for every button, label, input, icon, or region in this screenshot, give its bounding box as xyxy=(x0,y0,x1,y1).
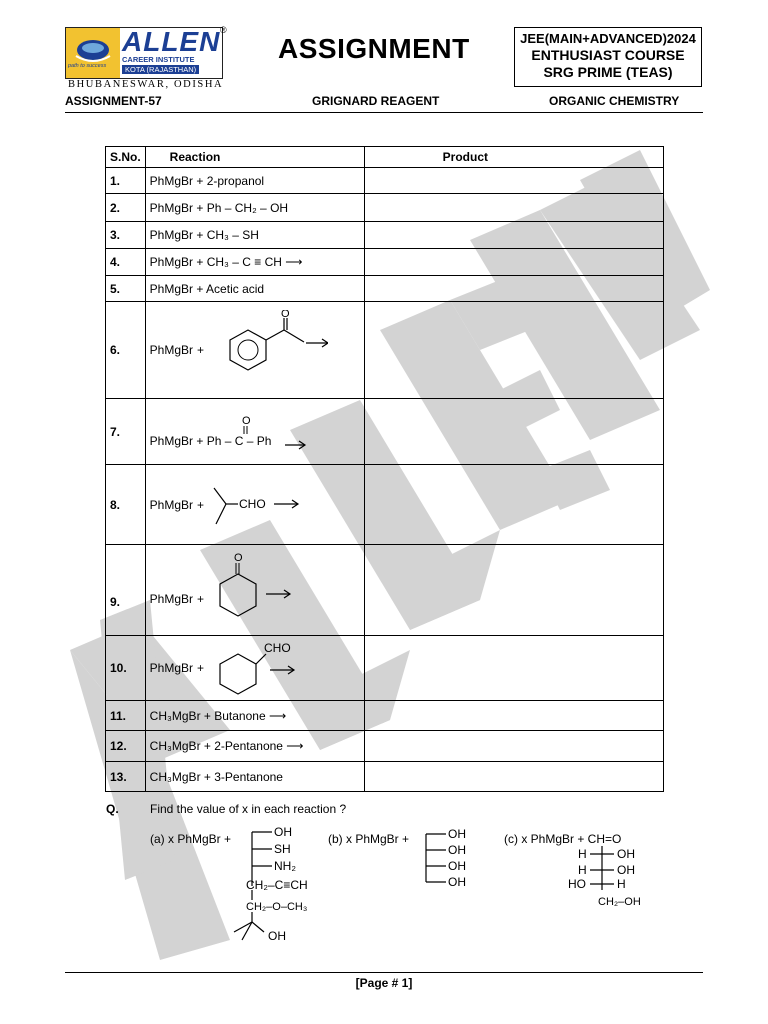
reactant: + CH₃ – SH xyxy=(196,228,259,242)
registered-mark: ® xyxy=(220,25,227,35)
oxygen-label: O xyxy=(241,414,251,427)
center-city: BHUBANESWAR, ODISHA xyxy=(68,79,224,90)
product-cell[interactable] xyxy=(364,222,663,249)
subject-name: ORGANIC CHEMISTRY xyxy=(549,94,680,108)
group-label: OH xyxy=(617,863,635,877)
brand-location: KOTA (RAJASTHAN) xyxy=(122,65,199,74)
group-label: OH xyxy=(448,827,466,841)
table-row xyxy=(106,276,664,302)
product-cell[interactable] xyxy=(364,731,663,762)
reaction-cell xyxy=(145,222,364,249)
row-number: 11. xyxy=(106,701,146,731)
table-row xyxy=(106,701,664,731)
group-label: OH xyxy=(268,929,286,943)
group-label: H xyxy=(617,877,626,891)
reagent: PhMgBr xyxy=(149,592,194,606)
reagent: PhMgBr xyxy=(149,255,194,269)
course-line: SRG PRIME (TEAS) xyxy=(543,64,673,80)
aldehyde-label: CHO xyxy=(239,496,266,511)
reaction-cell xyxy=(145,168,364,194)
reagent: PhMgBr xyxy=(149,200,194,215)
row-number: 7. xyxy=(106,399,146,465)
group-label: SH xyxy=(274,842,291,856)
oxygen-label: O xyxy=(234,552,243,564)
product-cell[interactable] xyxy=(364,701,663,731)
brand-name: ALLEN xyxy=(122,26,221,57)
group-label: H xyxy=(578,847,587,861)
group-label: HO xyxy=(568,877,586,891)
table-row xyxy=(106,222,664,249)
aldehyde-label: CHO xyxy=(264,641,291,655)
reactant: + Ph – CH₂ – OH xyxy=(196,200,289,215)
group-label: OH xyxy=(274,825,292,839)
reagent: PhMgBr xyxy=(149,497,194,512)
product-cell[interactable] xyxy=(364,399,663,465)
reactant: + xyxy=(197,661,205,675)
reactant: + Butanone ⟶ xyxy=(203,708,287,723)
row-number: 3. xyxy=(106,222,146,249)
reaction-cell xyxy=(145,276,364,302)
table-row xyxy=(106,302,664,399)
reactant: + 2-propanol xyxy=(196,173,265,188)
reactant: + xyxy=(197,343,205,357)
reaction-cell xyxy=(145,762,364,792)
reaction-cell xyxy=(145,701,364,731)
row-number: 6. xyxy=(106,302,146,399)
table-row xyxy=(106,194,664,222)
reaction-cell xyxy=(145,465,364,545)
brand-tagline: path to success xyxy=(68,63,107,69)
topic-title: GRIGNARD REAGENT xyxy=(312,94,440,108)
row-number: 13. xyxy=(106,762,146,792)
table-row xyxy=(106,636,664,701)
part-a-label: (a) x PhMgBr + xyxy=(150,832,232,846)
product-cell[interactable] xyxy=(364,276,663,302)
brand-subtitle: CAREER INSTITUTE xyxy=(122,55,195,64)
acetophenone-structure xyxy=(208,310,328,390)
reactant: + 2-Pentanone ⟶ xyxy=(203,739,304,753)
table-row xyxy=(106,399,664,465)
reagent: PhMgBr xyxy=(149,433,194,448)
footer-divider xyxy=(65,972,703,973)
reagent: CH₃MgBr xyxy=(149,708,201,723)
table-row xyxy=(106,545,664,636)
row-number: 9. xyxy=(106,545,146,636)
header-divider xyxy=(65,112,703,113)
table-row xyxy=(106,762,664,792)
reaction-cell xyxy=(145,636,364,701)
row-number: 10. xyxy=(106,636,146,701)
row-number: 5. xyxy=(106,276,146,302)
table-header-row xyxy=(106,147,664,168)
product-cell[interactable] xyxy=(364,194,663,222)
reagent: PhMgBr xyxy=(149,661,194,675)
reagent: CH₃MgBr xyxy=(149,739,201,753)
reactant: + xyxy=(197,592,205,606)
cyclohexanone-structure xyxy=(208,550,318,630)
product-cell[interactable] xyxy=(364,465,663,545)
product-cell[interactable] xyxy=(364,636,663,701)
group-label: OH xyxy=(448,859,466,873)
row-number: 12. xyxy=(106,731,146,762)
course-box xyxy=(514,27,702,87)
group-label: CH₂–OH xyxy=(598,896,641,908)
reactant: + Ph – C – Ph xyxy=(196,433,272,448)
product-cell[interactable] xyxy=(364,249,663,276)
reagent: PhMgBr xyxy=(149,173,194,188)
part-c-structure xyxy=(560,842,660,912)
reaction-table xyxy=(105,146,664,792)
reaction-cell xyxy=(145,302,364,399)
group-label: OH xyxy=(448,843,466,857)
reactant: + 3-Pentanone xyxy=(203,769,283,784)
isobutyraldehyde-structure xyxy=(208,480,338,530)
group-label: H xyxy=(578,863,587,877)
part-b-label: (b) x PhMgBr + xyxy=(328,832,410,846)
reagent: PhMgBr xyxy=(149,343,194,357)
table-row xyxy=(106,168,664,194)
row-number: 8. xyxy=(106,465,146,545)
reactant: + xyxy=(197,497,205,512)
table-row xyxy=(106,249,664,276)
group-label: NH₂ xyxy=(274,859,296,873)
row-number: 1. xyxy=(106,168,146,194)
reaction-cell xyxy=(145,731,364,762)
group-label: OH xyxy=(617,847,635,861)
question-text: Find the value of x in each reaction ? xyxy=(150,802,347,816)
course-line: JEE(MAIN+ADVANCED)2024 xyxy=(520,31,696,46)
page-title: ASSIGNMENT xyxy=(278,33,470,64)
reaction-cell xyxy=(145,399,364,465)
row-number: 2. xyxy=(106,194,146,222)
reactant: + Acetic acid xyxy=(196,281,265,296)
table-row xyxy=(106,465,664,545)
reagent: PhMgBr xyxy=(149,228,194,242)
page-number: [Page # 1] xyxy=(355,976,413,990)
oxygen-label: O xyxy=(281,310,290,320)
col-header-reaction: Reaction xyxy=(145,147,364,168)
reaction-cell xyxy=(145,545,364,636)
part-c-label: (c) x PhMgBr + CH=O xyxy=(504,832,622,846)
group-label: OH xyxy=(448,875,466,889)
cyclohexanecarbaldehyde-structure xyxy=(208,638,328,698)
part-a-structure xyxy=(228,822,338,946)
product-cell[interactable] xyxy=(364,168,663,194)
product-cell[interactable] xyxy=(364,545,663,636)
product-cell[interactable] xyxy=(364,302,663,399)
part-b-structure xyxy=(420,824,480,894)
reagent: CH₃MgBr xyxy=(149,769,201,784)
group-label: CH₂–O–CH₃ xyxy=(246,901,308,913)
product-cell[interactable] xyxy=(364,762,663,792)
reactant: + CH₃ – C ≡ CH ⟶ xyxy=(196,255,303,269)
course-line: ENTHUSIAST COURSE xyxy=(531,47,685,63)
col-header-product: Product xyxy=(364,147,663,168)
col-header-sno: S.No. xyxy=(106,147,146,168)
assignment-number: ASSIGNMENT-57 xyxy=(65,94,162,108)
reaction-cell xyxy=(145,194,364,222)
question-label: Q. xyxy=(106,802,119,816)
reaction-cell xyxy=(145,249,364,276)
reagent: PhMgBr xyxy=(149,281,194,296)
row-number: 4. xyxy=(106,249,146,276)
group-label: CH₂–C≡CH xyxy=(246,878,308,892)
table-row xyxy=(106,731,664,762)
